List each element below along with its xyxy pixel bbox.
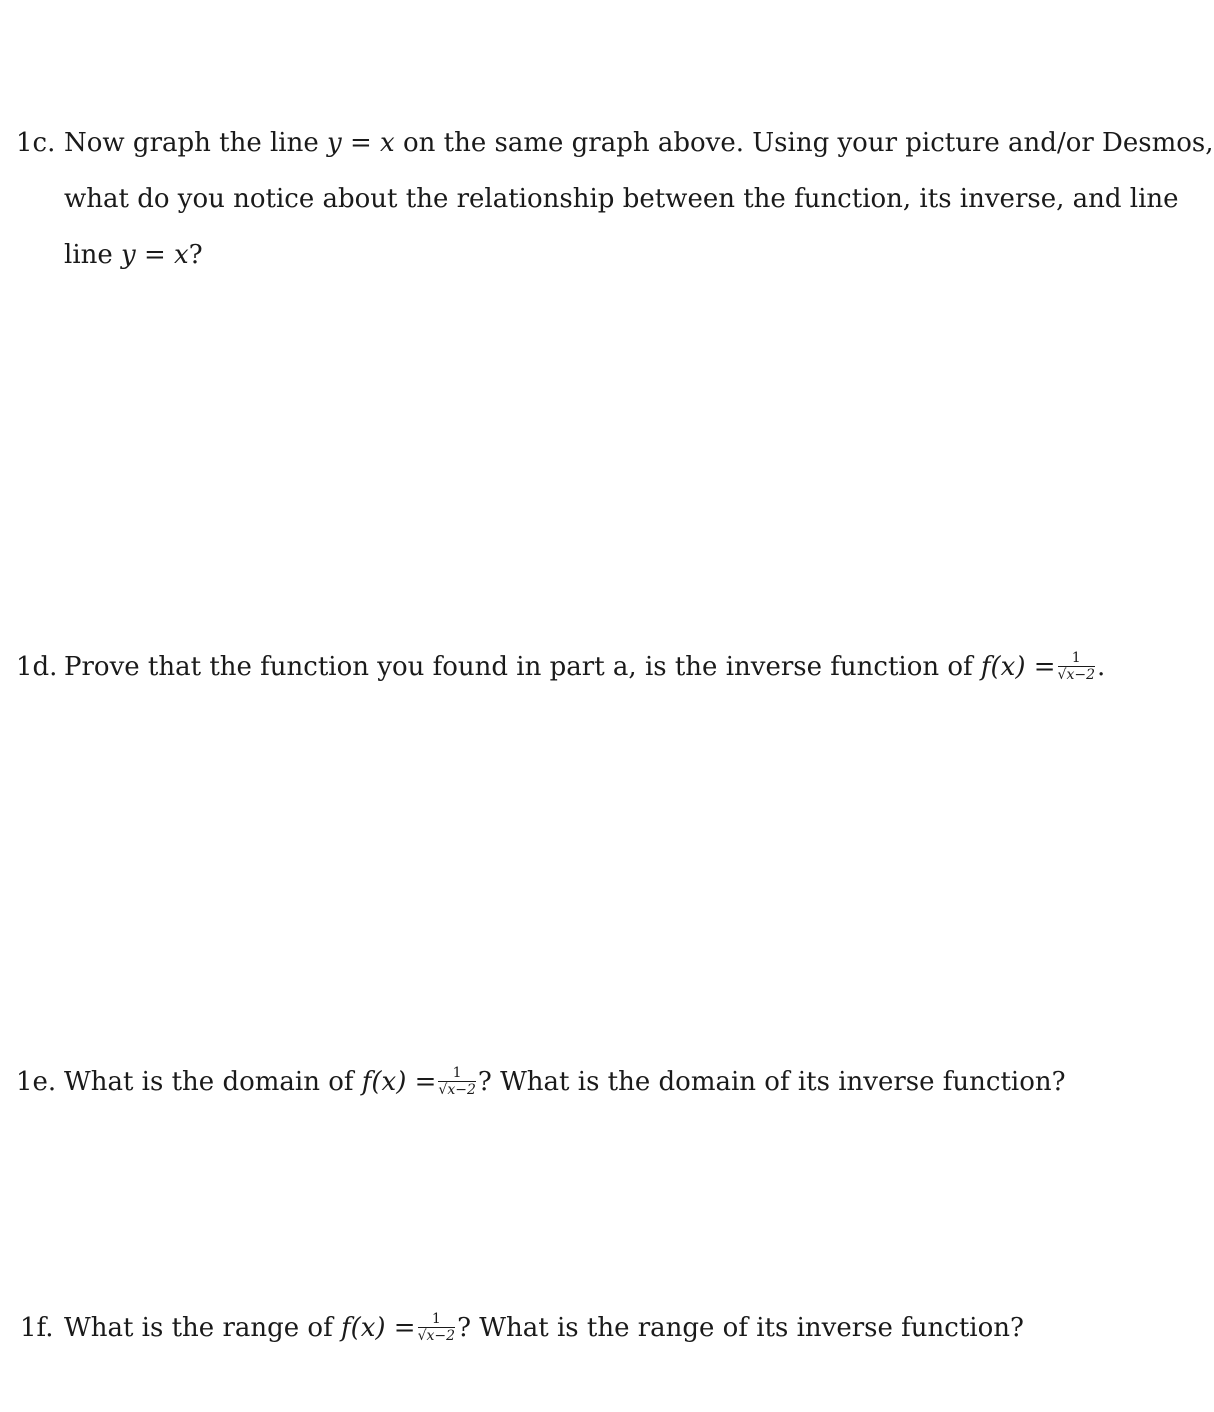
- fraction: $\frac{1}{√x-2}$: [438, 1064, 476, 1098]
- problem-number: 1d.: [16, 652, 58, 682]
- problem-text-line-2: what do you notice about the relationship between the function, its inverse, and line: [64, 184, 1179, 214]
- problem-number: 1c.: [16, 128, 56, 158]
- problem-number: 1f.: [20, 1313, 54, 1343]
- equation: y = x: [121, 240, 189, 270]
- problem-number: 1e.: [16, 1067, 57, 1097]
- problem-text: What is the domain of f(x) = $\frac{1}{√x-2}$ ? What is the domain of its inverse function?: [64, 1064, 1066, 1098]
- problem-text-line-3: line y = x?: [64, 240, 203, 270]
- fraction: $\frac{1}{√x-2}$: [1057, 649, 1095, 683]
- problem-text: Prove that the function you found in part a, is the inverse function of f(x) = $\frac{1}{√x-2}$ .: [64, 649, 1106, 683]
- function-label: f(x) =: [980, 652, 1056, 682]
- equation: y = x: [327, 128, 395, 158]
- fraction: $\frac{1}{√x-2}$: [417, 1310, 456, 1344]
- function-label: f(x) =: [340, 1313, 416, 1343]
- problem-text-line-1: Now graph the line y = x on the same graph above. Using your picture and/or Desmos,: [64, 128, 1214, 158]
- problem-text: What is the range of f(x) = $\frac{1}{√x-2}$ ? What is the range of its inverse function?: [64, 1310, 1024, 1344]
- function-label: f(x) =: [361, 1067, 437, 1097]
